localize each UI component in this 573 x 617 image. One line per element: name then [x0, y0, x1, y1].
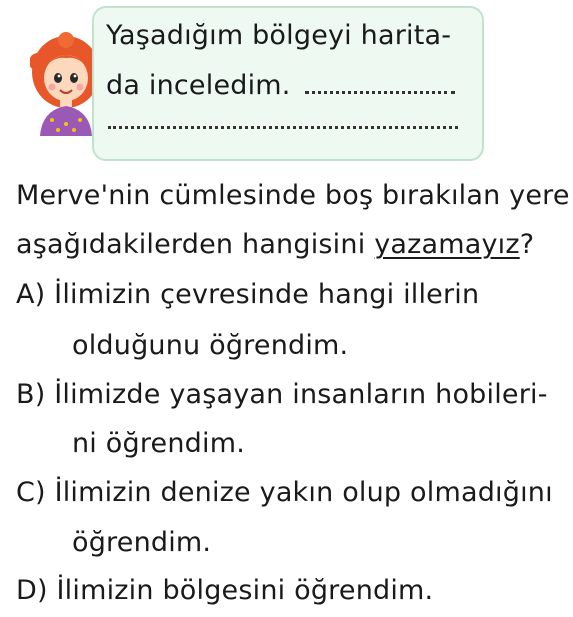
speech-line-1	[106, 20, 451, 51]
option-b-line-2: ni öğrendim.	[72, 428, 246, 459]
option-a-line-2: olduğunu öğrendim.	[72, 330, 349, 361]
speech-line-2	[106, 70, 455, 101]
question-prefix: aşağıdakilerden hangisini	[16, 229, 375, 260]
option-c-line-2: öğrendim.	[72, 527, 212, 558]
blank-dots	[305, 83, 455, 94]
option-a-line-1: A) İlimizin çevresinde hangi illerin	[16, 279, 480, 310]
option-d-line-1: D) İlimizin bölgesini öğrendim.	[16, 575, 434, 606]
question-line-2	[16, 229, 534, 260]
question-suffix: ?	[519, 229, 535, 260]
speech-bubble	[92, 6, 484, 161]
speech-text-2: da inceledim.	[106, 70, 291, 101]
speech-text-1: Yaşadığım bölgeyi harita-	[106, 20, 452, 51]
option-b-line-1: B) İlimizde yaşayan insanların hobileri-	[16, 379, 548, 410]
question-emphasis: yazamayız	[374, 229, 520, 260]
option-c-line-1: C) İlimizin denize yakın olup olmadığını	[16, 477, 553, 508]
question-line-1: Merve'nin cümlesinde boş bırakılan yere	[16, 180, 570, 211]
blank-dots-line	[108, 126, 458, 129]
